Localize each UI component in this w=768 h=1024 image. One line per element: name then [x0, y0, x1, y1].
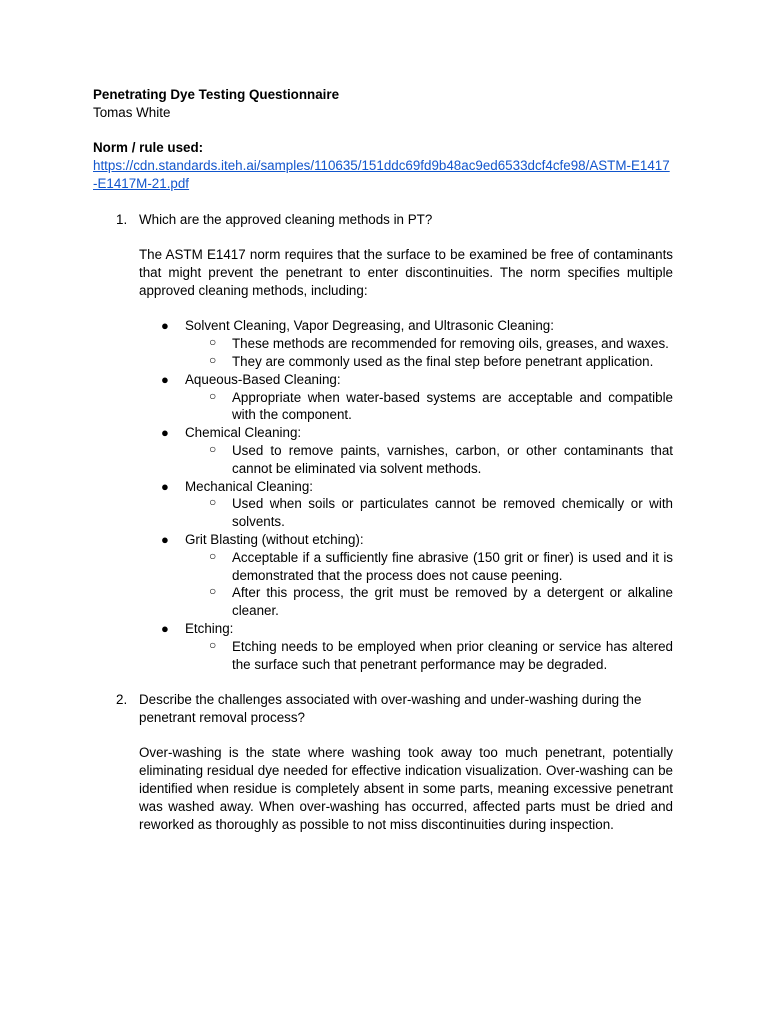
sub-list-item: ○ Appropriate when water-based systems are acceptable and compatible with the component. [209, 388, 673, 423]
sub-list [185, 549, 673, 620]
bullet-icon: ● [161, 425, 169, 441]
sub-list-item: ○ Acceptable if a sufficiently fine abrasive (150 grit or finer) is used and it is demonstrated that the process does not cause peening. [209, 548, 673, 583]
list-item [139, 317, 673, 370]
sub-list-item: ○ Used to remove paints, varnishes, carbon, or other contaminants that cannot be eliminated via solvent methods. [209, 441, 673, 476]
circle-bullet-icon: ○ [209, 388, 217, 403]
method-label: Mechanical Cleaning: [185, 478, 314, 494]
question-2 [116, 691, 673, 727]
question-number: 1. [116, 211, 128, 227]
list-item [139, 424, 673, 477]
sub-list [185, 495, 673, 531]
list-item [139, 478, 673, 531]
method-label: Grit Blasting (without etching): [185, 531, 364, 547]
sub-list-item: ○ These methods are recommended for removing oils, greases, and waxes. [209, 335, 669, 352]
circle-bullet-icon: ○ [209, 335, 217, 350]
circle-bullet-icon: ○ [209, 441, 217, 456]
question-text: Describe the challenges associated with over-washing and under-washing during the penetrant removal process? [139, 692, 642, 725]
question-number: 2. [116, 692, 128, 708]
method-label: Etching: [185, 620, 234, 636]
circle-bullet-icon: ○ [209, 637, 217, 652]
norm-label: Norm / rule used: [93, 140, 204, 156]
sub-list [185, 335, 673, 371]
author-name: Tomas White [93, 104, 171, 120]
sub-list [185, 638, 673, 674]
list-item [139, 620, 673, 673]
norm-link[interactable]: https://cdn.standards.iteh.ai/samples/110635/151ddc69fd9b48ac9ed6533dcf4cfe98/ASTM-E1417-E1417M-21.pdf [93, 158, 670, 191]
method-label: Aqueous-Based Cleaning: [185, 371, 341, 387]
answer-paragraph: The ASTM E1417 norm requires that the surface to be examined be free of contaminants that might prevent the penetrant to enter discontinuities. The norm specifies multiple approved cleaning methods, including: [139, 247, 673, 298]
sub-list-item: ○ After this process, the grit must be removed by a detergent or alkaline cleaner. [209, 584, 673, 619]
question-1 [116, 211, 673, 229]
circle-bullet-icon: ○ [209, 584, 217, 599]
method-label: Chemical Cleaning: [185, 425, 302, 441]
cleaning-methods-list [139, 317, 673, 673]
bullet-icon: ● [161, 371, 169, 387]
list-item [139, 531, 673, 620]
circle-bullet-icon: ○ [209, 495, 217, 510]
sub-list [185, 389, 673, 425]
bullet-icon: ● [161, 620, 169, 636]
answer-paragraph: Over-washing is the state where washing took away too much penetrant, potentially eliminating residual dye needed for effective indication visualization. Over-washing can be identified when residue is completely absent in some parts, meaning excessive penetrant was washed away. When over-washing has occurred, affected parts must be dried and reworked as thoroughly as possible to not miss discontinuities during inspection. [139, 745, 673, 832]
circle-bullet-icon: ○ [209, 352, 217, 367]
sub-list [185, 442, 673, 478]
list-item [139, 371, 673, 424]
sub-list-item: ○ They are commonly used as the final step before penetrant application. [209, 352, 654, 369]
question-text: Which are the approved cleaning methods in PT? [139, 211, 433, 227]
method-label: Solvent Cleaning, Vapor Degreasing, and Ultrasonic Cleaning: [185, 318, 554, 334]
circle-bullet-icon: ○ [209, 548, 217, 563]
bullet-icon: ● [161, 531, 169, 547]
bullet-icon: ● [161, 478, 169, 494]
document-title: Penetrating Dye Testing Questionnaire [93, 87, 340, 102]
sub-list-item: ○ Used when soils or particulates cannot be removed chemically or with solvents. [209, 495, 673, 530]
bullet-icon: ● [161, 318, 169, 334]
document-body [93, 86, 673, 833]
sub-list-item: ○ Etching needs to be employed when prior cleaning or service has altered the surface such that penetrant performance may be degraded. [209, 637, 673, 672]
